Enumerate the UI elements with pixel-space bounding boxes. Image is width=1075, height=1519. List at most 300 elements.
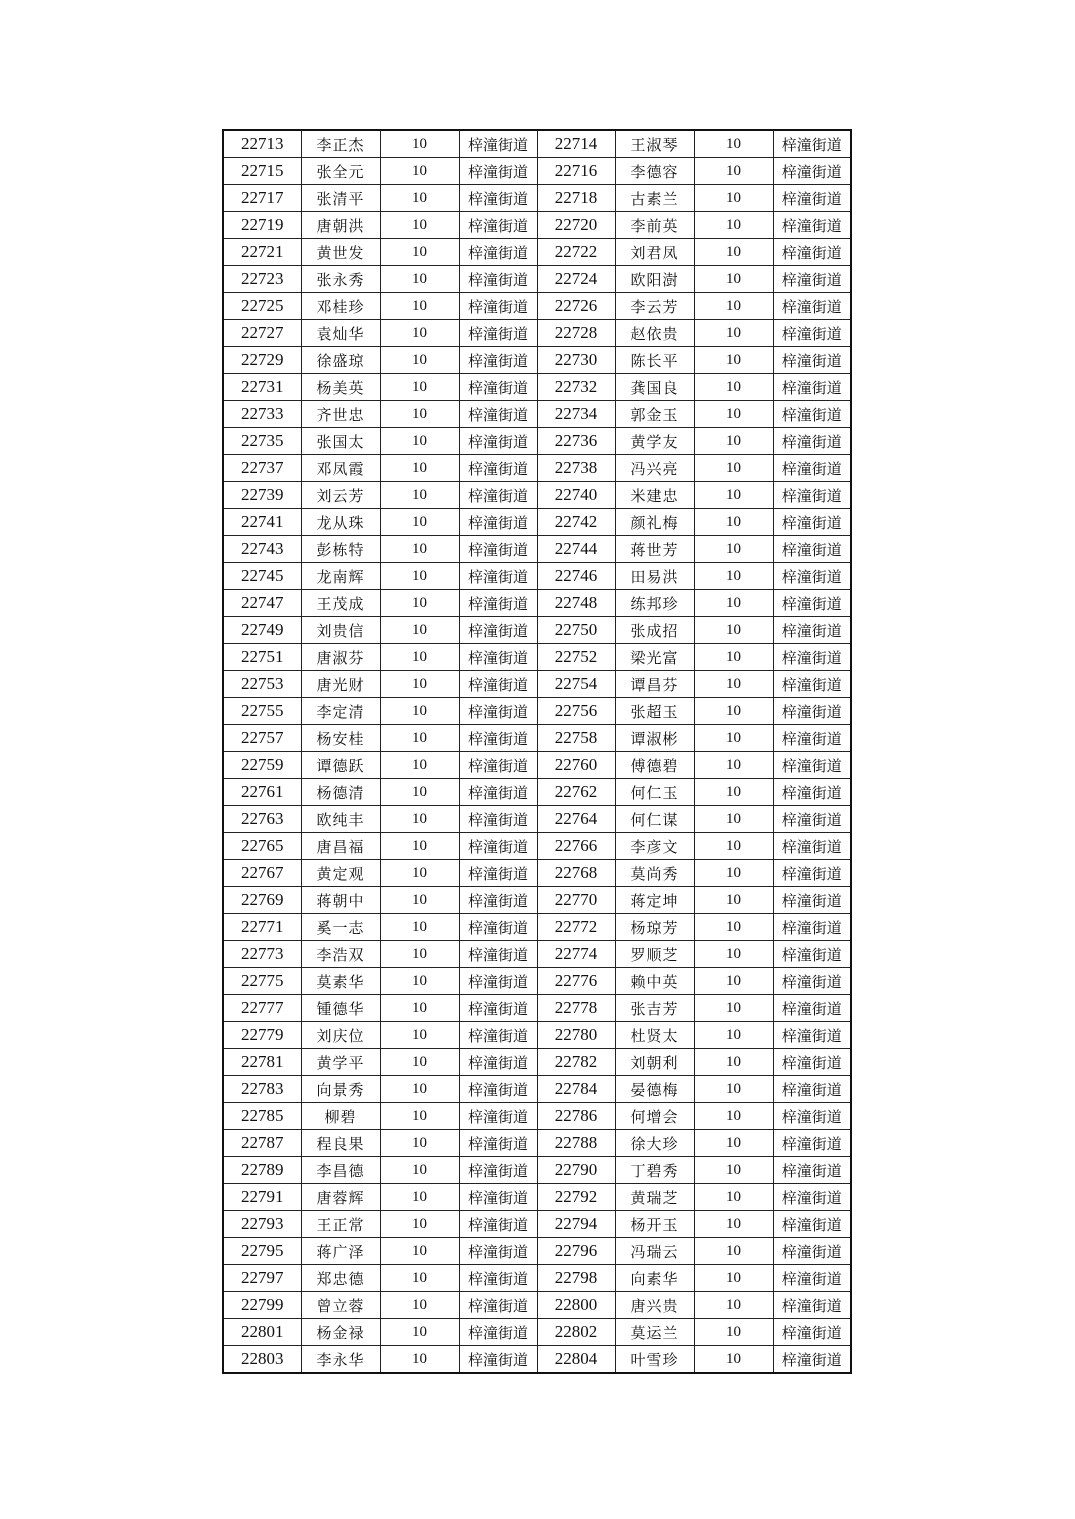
person-name-cell: 莫尚秀 — [615, 860, 694, 887]
record-id-cell: 22759 — [223, 752, 301, 779]
person-name-cell: 锺德华 — [301, 995, 380, 1022]
record-id-cell: 22744 — [537, 536, 615, 563]
table-row — [223, 212, 851, 239]
record-id-cell: 22758 — [537, 725, 615, 752]
street-name-cell: 梓潼街道 — [773, 617, 851, 644]
table-row — [223, 779, 851, 806]
street-name-cell: 梓潼街道 — [459, 671, 537, 698]
record-id-cell: 22796 — [537, 1238, 615, 1265]
street-name-cell: 梓潼街道 — [773, 914, 851, 941]
record-id-cell: 22772 — [537, 914, 615, 941]
age-value-cell: 10 — [694, 428, 773, 455]
record-id-cell: 22726 — [537, 293, 615, 320]
street-name-cell: 梓潼街道 — [773, 968, 851, 995]
person-name-cell: 李永华 — [301, 1346, 380, 1374]
age-value-cell: 10 — [694, 671, 773, 698]
record-id-cell: 22798 — [537, 1265, 615, 1292]
age-value-cell: 10 — [380, 185, 459, 212]
record-id-cell: 22769 — [223, 887, 301, 914]
street-name-cell: 梓潼街道 — [459, 1103, 537, 1130]
person-name-cell: 丁碧秀 — [615, 1157, 694, 1184]
age-value-cell: 10 — [380, 968, 459, 995]
record-id-cell: 22793 — [223, 1211, 301, 1238]
person-name-cell: 邓桂珍 — [301, 293, 380, 320]
age-value-cell: 10 — [694, 130, 773, 158]
age-value-cell: 10 — [380, 1292, 459, 1319]
record-id-cell: 22791 — [223, 1184, 301, 1211]
person-name-cell: 梁光富 — [615, 644, 694, 671]
record-id-cell: 22786 — [537, 1103, 615, 1130]
table-row — [223, 1211, 851, 1238]
person-name-cell: 李定清 — [301, 698, 380, 725]
person-name-cell: 傅德碧 — [615, 752, 694, 779]
age-value-cell: 10 — [694, 266, 773, 293]
record-id-cell: 22739 — [223, 482, 301, 509]
record-id-cell: 22789 — [223, 1157, 301, 1184]
person-name-cell: 米建忠 — [615, 482, 694, 509]
table-row — [223, 347, 851, 374]
person-name-cell: 张超玉 — [615, 698, 694, 725]
age-value-cell: 10 — [694, 185, 773, 212]
table-row — [223, 185, 851, 212]
street-name-cell: 梓潼街道 — [459, 1130, 537, 1157]
table-row — [223, 320, 851, 347]
age-value-cell: 10 — [380, 455, 459, 482]
age-value-cell: 10 — [380, 1184, 459, 1211]
record-id-cell: 22803 — [223, 1346, 301, 1374]
street-name-cell: 梓潼街道 — [459, 698, 537, 725]
age-value-cell: 10 — [694, 401, 773, 428]
record-id-cell: 22802 — [537, 1319, 615, 1346]
age-value-cell: 10 — [694, 941, 773, 968]
street-name-cell: 梓潼街道 — [773, 806, 851, 833]
age-value-cell: 10 — [380, 158, 459, 185]
street-name-cell: 梓潼街道 — [773, 1022, 851, 1049]
street-name-cell: 梓潼街道 — [459, 1076, 537, 1103]
record-id-cell: 22764 — [537, 806, 615, 833]
person-name-cell: 欧阳澍 — [615, 266, 694, 293]
age-value-cell: 10 — [694, 617, 773, 644]
age-value-cell: 10 — [380, 860, 459, 887]
table-row — [223, 509, 851, 536]
person-name-cell: 杨德清 — [301, 779, 380, 806]
record-id-cell: 22775 — [223, 968, 301, 995]
table-row — [223, 1346, 851, 1374]
table-row — [223, 860, 851, 887]
record-id-cell: 22760 — [537, 752, 615, 779]
age-value-cell: 10 — [380, 509, 459, 536]
age-value-cell: 10 — [380, 914, 459, 941]
age-value-cell: 10 — [380, 1238, 459, 1265]
age-value-cell: 10 — [694, 1211, 773, 1238]
person-name-cell: 张国太 — [301, 428, 380, 455]
record-id-cell: 22767 — [223, 860, 301, 887]
age-value-cell: 10 — [380, 1076, 459, 1103]
person-name-cell: 张吉芳 — [615, 995, 694, 1022]
person-name-cell: 李德容 — [615, 158, 694, 185]
age-value-cell: 10 — [694, 833, 773, 860]
street-name-cell: 梓潼街道 — [459, 1238, 537, 1265]
age-value-cell: 10 — [380, 239, 459, 266]
table-row — [223, 1184, 851, 1211]
table-row — [223, 482, 851, 509]
table-row — [223, 1076, 851, 1103]
person-name-cell: 何仁谋 — [615, 806, 694, 833]
street-name-cell: 梓潼街道 — [459, 725, 537, 752]
street-name-cell: 梓潼街道 — [459, 1346, 537, 1374]
age-value-cell: 10 — [380, 995, 459, 1022]
person-name-cell: 李昌德 — [301, 1157, 380, 1184]
street-name-cell: 梓潼街道 — [773, 1076, 851, 1103]
record-id-cell: 22794 — [537, 1211, 615, 1238]
age-value-cell: 10 — [380, 374, 459, 401]
record-id-cell: 22792 — [537, 1184, 615, 1211]
person-name-cell: 张成招 — [615, 617, 694, 644]
street-name-cell: 梓潼街道 — [459, 428, 537, 455]
street-name-cell: 梓潼街道 — [459, 293, 537, 320]
street-name-cell: 梓潼街道 — [773, 1238, 851, 1265]
street-name-cell: 梓潼街道 — [459, 1184, 537, 1211]
record-id-cell: 22743 — [223, 536, 301, 563]
record-id-cell: 22740 — [537, 482, 615, 509]
street-name-cell: 梓潼街道 — [459, 941, 537, 968]
table-row — [223, 1022, 851, 1049]
street-name-cell: 梓潼街道 — [773, 482, 851, 509]
record-id-cell: 22716 — [537, 158, 615, 185]
street-name-cell: 梓潼街道 — [773, 374, 851, 401]
person-name-cell: 杨安桂 — [301, 725, 380, 752]
street-name-cell: 梓潼街道 — [459, 1157, 537, 1184]
record-id-cell: 22746 — [537, 563, 615, 590]
age-value-cell: 10 — [694, 644, 773, 671]
record-id-cell: 22728 — [537, 320, 615, 347]
age-value-cell: 10 — [380, 590, 459, 617]
age-value-cell: 10 — [694, 968, 773, 995]
table-row — [223, 536, 851, 563]
age-value-cell: 10 — [694, 1265, 773, 1292]
street-name-cell: 梓潼街道 — [459, 347, 537, 374]
record-id-cell: 22778 — [537, 995, 615, 1022]
table-row — [223, 428, 851, 455]
record-id-cell: 22783 — [223, 1076, 301, 1103]
age-value-cell: 10 — [694, 860, 773, 887]
street-name-cell: 梓潼街道 — [773, 130, 851, 158]
street-name-cell: 梓潼街道 — [773, 1319, 851, 1346]
record-id-cell: 22757 — [223, 725, 301, 752]
person-name-cell: 王茂成 — [301, 590, 380, 617]
age-value-cell: 10 — [380, 1103, 459, 1130]
table-row — [223, 941, 851, 968]
street-name-cell: 梓潼街道 — [773, 1184, 851, 1211]
person-name-cell: 刘贵信 — [301, 617, 380, 644]
age-value-cell: 10 — [380, 779, 459, 806]
age-value-cell: 10 — [380, 833, 459, 860]
person-name-cell: 杨开玉 — [615, 1211, 694, 1238]
person-name-cell: 杨美英 — [301, 374, 380, 401]
person-name-cell: 蒋广泽 — [301, 1238, 380, 1265]
record-id-cell: 22773 — [223, 941, 301, 968]
street-name-cell: 梓潼街道 — [459, 833, 537, 860]
record-id-cell: 22776 — [537, 968, 615, 995]
age-value-cell: 10 — [380, 428, 459, 455]
street-name-cell: 梓潼街道 — [773, 833, 851, 860]
table-row — [223, 1265, 851, 1292]
record-id-cell: 22780 — [537, 1022, 615, 1049]
age-value-cell: 10 — [380, 941, 459, 968]
person-name-cell: 邓凤霞 — [301, 455, 380, 482]
person-name-cell: 黄学平 — [301, 1049, 380, 1076]
street-name-cell: 梓潼街道 — [773, 455, 851, 482]
street-name-cell: 梓潼街道 — [773, 1049, 851, 1076]
street-name-cell: 梓潼街道 — [459, 860, 537, 887]
age-value-cell: 10 — [694, 1103, 773, 1130]
person-name-cell: 李浩双 — [301, 941, 380, 968]
person-name-cell: 齐世忠 — [301, 401, 380, 428]
record-id-cell: 22765 — [223, 833, 301, 860]
person-name-cell: 黄世发 — [301, 239, 380, 266]
person-name-cell: 刘云芳 — [301, 482, 380, 509]
person-name-cell: 柳碧 — [301, 1103, 380, 1130]
street-name-cell: 梓潼街道 — [459, 320, 537, 347]
table-row — [223, 1049, 851, 1076]
record-id-cell: 22804 — [537, 1346, 615, 1374]
street-name-cell: 梓潼街道 — [459, 374, 537, 401]
record-id-cell: 22727 — [223, 320, 301, 347]
record-id-cell: 22782 — [537, 1049, 615, 1076]
age-value-cell: 10 — [380, 212, 459, 239]
person-name-cell: 谭昌芬 — [615, 671, 694, 698]
person-name-cell: 唐淑芬 — [301, 644, 380, 671]
person-name-cell: 刘庆位 — [301, 1022, 380, 1049]
age-value-cell: 10 — [380, 347, 459, 374]
street-name-cell: 梓潼街道 — [459, 158, 537, 185]
age-value-cell: 10 — [694, 1346, 773, 1374]
record-id-cell: 22770 — [537, 887, 615, 914]
street-name-cell: 梓潼街道 — [459, 563, 537, 590]
record-id-cell: 22771 — [223, 914, 301, 941]
street-name-cell: 梓潼街道 — [459, 914, 537, 941]
table-row — [223, 617, 851, 644]
street-name-cell: 梓潼街道 — [773, 185, 851, 212]
person-name-cell: 罗顺芝 — [615, 941, 694, 968]
age-value-cell: 10 — [694, 347, 773, 374]
person-name-cell: 黄定观 — [301, 860, 380, 887]
record-id-cell: 22736 — [537, 428, 615, 455]
age-value-cell: 10 — [694, 320, 773, 347]
street-name-cell: 梓潼街道 — [773, 509, 851, 536]
record-id-cell: 22713 — [223, 130, 301, 158]
street-name-cell: 梓潼街道 — [773, 320, 851, 347]
record-id-cell: 22774 — [537, 941, 615, 968]
record-id-cell: 22781 — [223, 1049, 301, 1076]
age-value-cell: 10 — [694, 752, 773, 779]
record-id-cell: 22752 — [537, 644, 615, 671]
age-value-cell: 10 — [380, 1319, 459, 1346]
record-id-cell: 22785 — [223, 1103, 301, 1130]
table-row — [223, 293, 851, 320]
age-value-cell: 10 — [380, 725, 459, 752]
person-name-cell: 莫素华 — [301, 968, 380, 995]
person-name-cell: 袁灿华 — [301, 320, 380, 347]
age-value-cell: 10 — [380, 1022, 459, 1049]
person-name-cell: 刘朝利 — [615, 1049, 694, 1076]
age-value-cell: 10 — [380, 401, 459, 428]
table-row — [223, 1103, 851, 1130]
age-value-cell: 10 — [694, 779, 773, 806]
age-value-cell: 10 — [380, 752, 459, 779]
age-value-cell: 10 — [380, 266, 459, 293]
person-name-cell: 刘君凤 — [615, 239, 694, 266]
street-name-cell: 梓潼街道 — [459, 130, 537, 158]
street-name-cell: 梓潼街道 — [459, 401, 537, 428]
record-id-cell: 22735 — [223, 428, 301, 455]
person-name-cell: 李云芳 — [615, 293, 694, 320]
street-name-cell: 梓潼街道 — [773, 1265, 851, 1292]
record-id-cell: 22729 — [223, 347, 301, 374]
age-value-cell: 10 — [380, 563, 459, 590]
age-value-cell: 10 — [694, 1076, 773, 1103]
age-value-cell: 10 — [694, 698, 773, 725]
table-row — [223, 698, 851, 725]
table-row — [223, 266, 851, 293]
table-row — [223, 914, 851, 941]
person-name-cell: 唐昌福 — [301, 833, 380, 860]
person-name-cell: 蒋世芳 — [615, 536, 694, 563]
street-name-cell: 梓潼街道 — [773, 347, 851, 374]
person-name-cell: 王淑琴 — [615, 130, 694, 158]
street-name-cell: 梓潼街道 — [459, 1022, 537, 1049]
street-name-cell: 梓潼街道 — [773, 590, 851, 617]
record-id-cell: 22741 — [223, 509, 301, 536]
record-id-cell: 22734 — [537, 401, 615, 428]
street-name-cell: 梓潼街道 — [459, 455, 537, 482]
person-name-cell: 古素兰 — [615, 185, 694, 212]
age-value-cell: 10 — [380, 1346, 459, 1374]
person-name-cell: 陈长平 — [615, 347, 694, 374]
table-row — [223, 401, 851, 428]
street-name-cell: 梓潼街道 — [459, 536, 537, 563]
record-id-cell: 22777 — [223, 995, 301, 1022]
person-name-cell: 杨琼芳 — [615, 914, 694, 941]
record-id-cell: 22724 — [537, 266, 615, 293]
street-name-cell: 梓潼街道 — [459, 644, 537, 671]
person-name-cell: 黄学友 — [615, 428, 694, 455]
age-value-cell: 10 — [380, 1265, 459, 1292]
person-name-cell: 何增会 — [615, 1103, 694, 1130]
street-name-cell: 梓潼街道 — [773, 671, 851, 698]
record-id-cell: 22784 — [537, 1076, 615, 1103]
street-name-cell: 梓潼街道 — [459, 995, 537, 1022]
street-name-cell: 梓潼街道 — [459, 806, 537, 833]
person-name-cell: 冯兴亮 — [615, 455, 694, 482]
person-name-cell: 颜礼梅 — [615, 509, 694, 536]
age-value-cell: 10 — [380, 644, 459, 671]
table-row — [223, 887, 851, 914]
person-name-cell: 蒋朝中 — [301, 887, 380, 914]
person-name-cell: 王正常 — [301, 1211, 380, 1238]
record-id-cell: 22738 — [537, 455, 615, 482]
record-id-cell: 22797 — [223, 1265, 301, 1292]
table-row — [223, 752, 851, 779]
record-id-cell: 22748 — [537, 590, 615, 617]
street-name-cell: 梓潼街道 — [459, 1211, 537, 1238]
record-id-cell: 22720 — [537, 212, 615, 239]
person-name-cell: 向素华 — [615, 1265, 694, 1292]
age-value-cell: 10 — [694, 1319, 773, 1346]
record-id-cell: 22747 — [223, 590, 301, 617]
street-name-cell: 梓潼街道 — [773, 212, 851, 239]
age-value-cell: 10 — [380, 293, 459, 320]
record-id-cell: 22768 — [537, 860, 615, 887]
street-name-cell: 梓潼街道 — [773, 536, 851, 563]
street-name-cell: 梓潼街道 — [773, 698, 851, 725]
record-id-cell: 22731 — [223, 374, 301, 401]
record-id-cell: 22799 — [223, 1292, 301, 1319]
record-id-cell: 22753 — [223, 671, 301, 698]
street-name-cell: 梓潼街道 — [459, 1265, 537, 1292]
person-name-cell: 李正杰 — [301, 130, 380, 158]
person-name-cell: 向景秀 — [301, 1076, 380, 1103]
record-id-cell: 22761 — [223, 779, 301, 806]
record-id-cell: 22762 — [537, 779, 615, 806]
street-name-cell: 梓潼街道 — [459, 1049, 537, 1076]
person-name-cell: 赖中英 — [615, 968, 694, 995]
age-value-cell: 10 — [380, 887, 459, 914]
table-row — [223, 1292, 851, 1319]
table-row — [223, 671, 851, 698]
person-name-cell: 郑忠德 — [301, 1265, 380, 1292]
person-name-cell: 杜贤太 — [615, 1022, 694, 1049]
record-id-cell: 22756 — [537, 698, 615, 725]
age-value-cell: 10 — [380, 1211, 459, 1238]
street-name-cell: 梓潼街道 — [459, 266, 537, 293]
record-id-cell: 22790 — [537, 1157, 615, 1184]
person-name-cell: 曾立蓉 — [301, 1292, 380, 1319]
person-name-cell: 龙南辉 — [301, 563, 380, 590]
record-id-cell: 22719 — [223, 212, 301, 239]
table-row — [223, 590, 851, 617]
street-name-cell: 梓潼街道 — [773, 1346, 851, 1374]
street-name-cell: 梓潼街道 — [773, 158, 851, 185]
age-value-cell: 10 — [694, 887, 773, 914]
record-id-cell: 22733 — [223, 401, 301, 428]
table-row — [223, 1238, 851, 1265]
street-name-cell: 梓潼街道 — [773, 860, 851, 887]
age-value-cell: 10 — [694, 158, 773, 185]
record-id-cell: 22751 — [223, 644, 301, 671]
record-id-cell: 22754 — [537, 671, 615, 698]
age-value-cell: 10 — [380, 617, 459, 644]
street-name-cell: 梓潼街道 — [459, 590, 537, 617]
record-id-cell: 22755 — [223, 698, 301, 725]
age-value-cell: 10 — [694, 239, 773, 266]
street-name-cell: 梓潼街道 — [459, 1319, 537, 1346]
age-value-cell: 10 — [694, 482, 773, 509]
street-name-cell: 梓潼街道 — [459, 752, 537, 779]
record-id-cell: 22730 — [537, 347, 615, 374]
person-name-cell: 赵依贵 — [615, 320, 694, 347]
age-value-cell: 10 — [694, 995, 773, 1022]
age-value-cell: 10 — [380, 536, 459, 563]
person-name-cell: 莫运兰 — [615, 1319, 694, 1346]
person-name-cell: 程良果 — [301, 1130, 380, 1157]
record-id-cell: 22717 — [223, 185, 301, 212]
street-name-cell: 梓潼街道 — [459, 1292, 537, 1319]
street-name-cell: 梓潼街道 — [773, 644, 851, 671]
table-row — [223, 130, 851, 158]
record-id-cell: 22725 — [223, 293, 301, 320]
person-name-cell: 欧纯丰 — [301, 806, 380, 833]
